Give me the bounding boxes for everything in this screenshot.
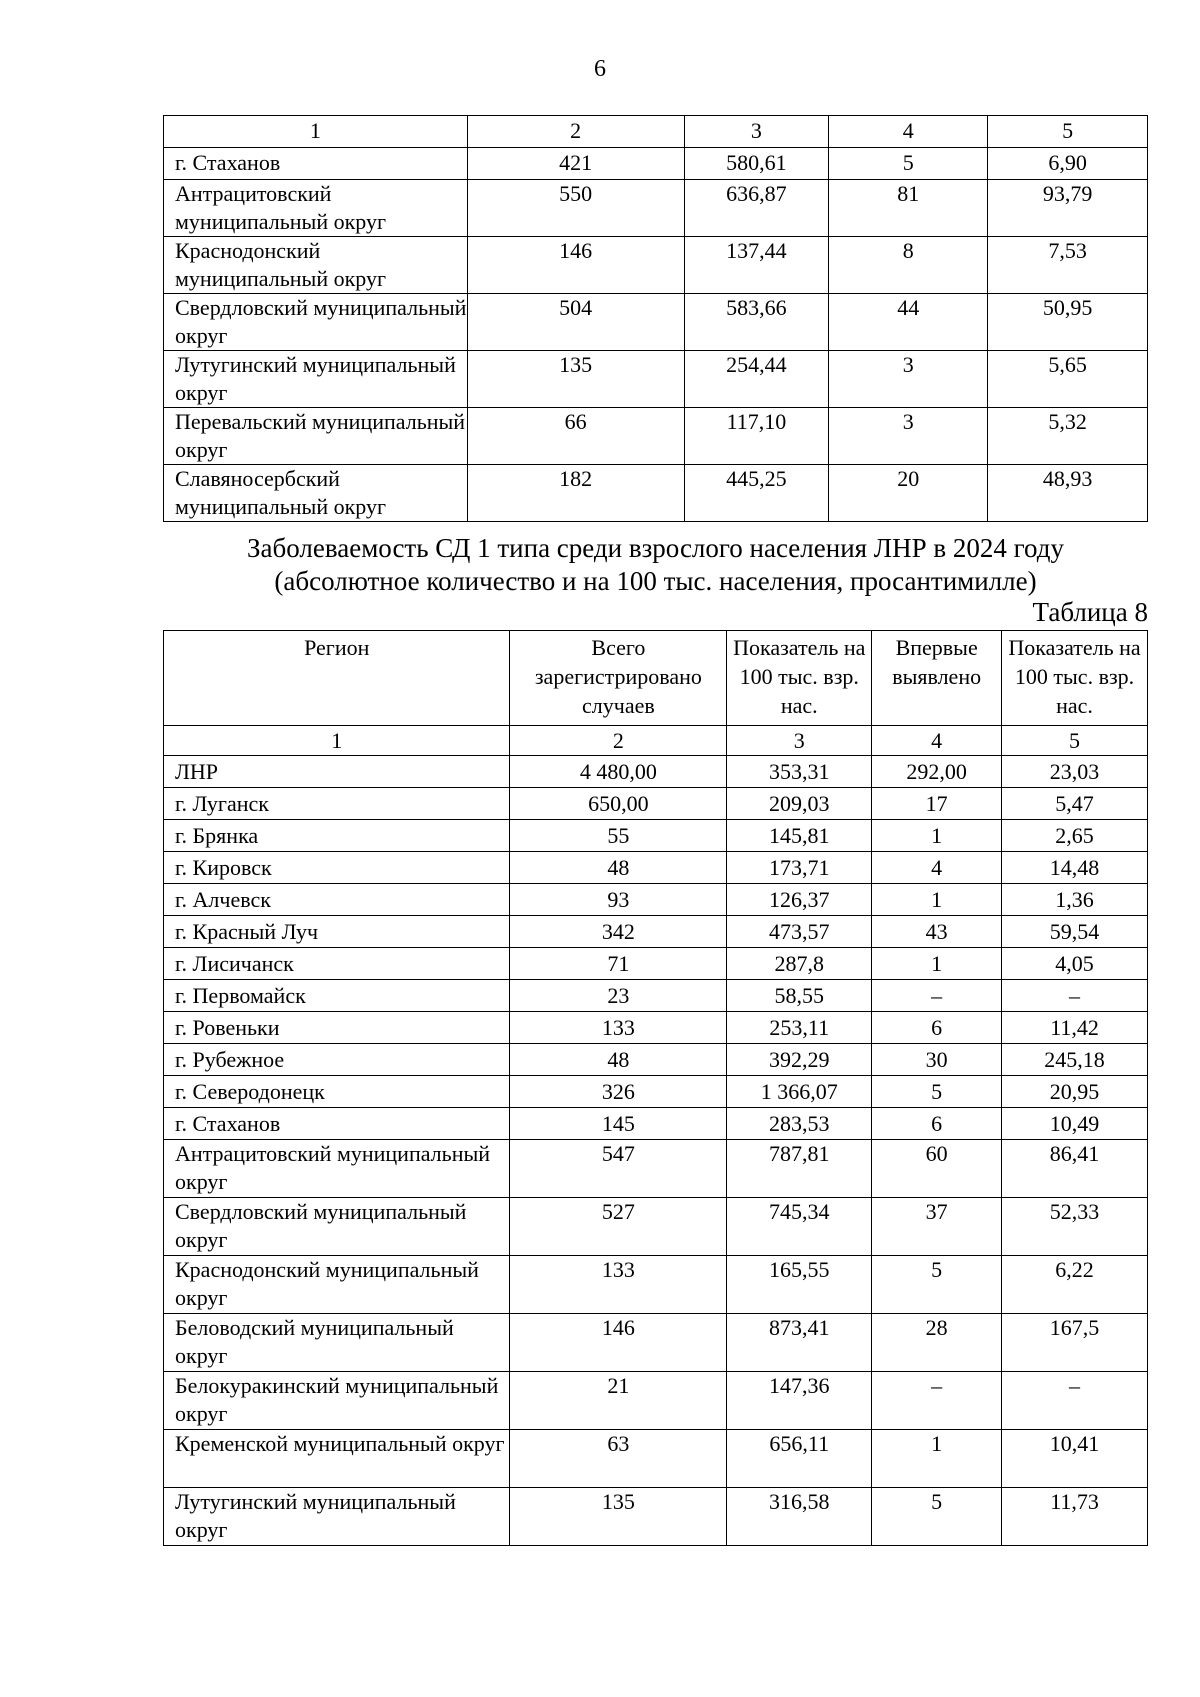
caption-line: Заболеваемость СД 1 типа среди взрослого населения ЛНР в 2024 году (246, 533, 1064, 563)
value-cell: 48 (510, 852, 727, 884)
value-cell: 86,41 (1002, 1140, 1148, 1198)
value-cell: 292,00 (872, 756, 1002, 788)
value-cell: 55 (510, 820, 727, 852)
value-cell: 5 (829, 148, 988, 180)
value-cell: 145 (510, 1108, 727, 1140)
value-cell: 50,95 (988, 294, 1148, 351)
value-cell: 63 (510, 1430, 727, 1488)
region-cell: г. Кировск (164, 852, 510, 884)
value-cell: 137,44 (684, 237, 829, 294)
table-row (164, 1488, 1148, 1546)
value-cell: 1 (872, 948, 1002, 980)
value-cell: 58,55 (727, 980, 872, 1012)
value-cell: 527 (510, 1198, 727, 1256)
value-cell: 1 (872, 820, 1002, 852)
value-cell: 473,57 (727, 916, 872, 948)
region-cell: Беловодский муниципальный округ (164, 1314, 510, 1372)
value-cell: 5 (872, 1256, 1002, 1314)
region-cell: Краснодонский муниципальный округ (164, 1256, 510, 1314)
value-cell: – (1002, 1372, 1148, 1430)
value-cell: 316,58 (727, 1488, 872, 1546)
value-cell: 93,79 (988, 180, 1148, 237)
table-row (164, 1076, 1148, 1108)
column-number: 3 (727, 726, 872, 756)
table-row (164, 756, 1148, 788)
table-row (164, 1372, 1148, 1430)
value-cell: 146 (467, 237, 684, 294)
column-number: 3 (684, 116, 829, 148)
region-cell: г. Алчевск (164, 884, 510, 916)
page-number: 6 (594, 56, 606, 82)
value-cell: 14,48 (1002, 852, 1148, 884)
region-cell: Антрацитовский муниципальный округ (164, 180, 468, 237)
value-cell: 2,65 (1002, 820, 1148, 852)
region-cell: ЛНР (164, 756, 510, 788)
value-cell: 656,11 (727, 1430, 872, 1488)
region-cell: Кременской муниципальный округ (164, 1430, 510, 1488)
value-cell: 135 (467, 351, 684, 408)
region-cell: Славяносербский муниципальный округ (164, 465, 468, 522)
table-row (164, 237, 1148, 294)
value-cell: 23,03 (1002, 756, 1148, 788)
value-cell: – (872, 980, 1002, 1012)
region-cell: Антрацитовский муниципальный округ (164, 1140, 510, 1198)
value-cell: 145,81 (727, 820, 872, 852)
region-cell: Краснодонский муниципальный округ (164, 237, 468, 294)
value-cell: 353,31 (727, 756, 872, 788)
value-cell: 583,66 (684, 294, 829, 351)
header-row (164, 631, 1148, 726)
value-cell: 30 (872, 1044, 1002, 1076)
value-cell: 167,5 (1002, 1314, 1148, 1372)
table-row (164, 916, 1148, 948)
table-row (164, 1314, 1148, 1372)
column-number: 4 (829, 116, 988, 148)
table-row (164, 980, 1148, 1012)
value-cell: 254,44 (684, 351, 829, 408)
value-cell: 52,33 (1002, 1198, 1148, 1256)
header-region: Регион (164, 631, 510, 726)
continued-table (163, 115, 1148, 522)
value-cell: 342 (510, 916, 727, 948)
region-cell: Перевальский муниципальный округ (164, 408, 468, 465)
value-cell: 117,10 (684, 408, 829, 465)
value-cell: 10,41 (1002, 1430, 1148, 1488)
value-cell: 873,41 (727, 1314, 872, 1372)
region-cell: Белокуракинский муниципальный округ (164, 1372, 510, 1430)
header-rate-new: Показатель на 100 тыс. взр. нас. (1002, 631, 1148, 726)
region-cell: г. Северодонецк (164, 1076, 510, 1108)
table-row (164, 1108, 1148, 1140)
value-cell: 445,25 (684, 465, 829, 522)
value-cell: 5 (872, 1488, 1002, 1546)
value-cell: 421 (467, 148, 684, 180)
column-number: 1 (164, 116, 468, 148)
value-cell: 133 (510, 1256, 727, 1314)
region-cell: г. Стаханов (164, 148, 468, 180)
value-cell: 11,42 (1002, 1012, 1148, 1044)
value-cell: 20 (829, 465, 988, 522)
region-cell: г. Красный Луч (164, 916, 510, 948)
caption-line: (абсолютное количество и на 100 тыс. населения, просантимилле) (274, 566, 1037, 596)
region-cell: г. Лисичанск (164, 948, 510, 980)
value-cell: 6 (872, 1012, 1002, 1044)
value-cell: 245,18 (1002, 1044, 1148, 1076)
table-row (164, 294, 1148, 351)
value-cell: 7,53 (988, 237, 1148, 294)
table-caption (163, 532, 1148, 598)
table-row (164, 465, 1148, 522)
value-cell: 209,03 (727, 788, 872, 820)
value-cell: 59,54 (1002, 916, 1148, 948)
region-cell: Свердловский муниципальный округ (164, 1198, 510, 1256)
region-cell: г. Ровеньки (164, 1012, 510, 1044)
value-cell: 6,22 (1002, 1256, 1148, 1314)
column-number-row (164, 116, 1148, 148)
region-cell: Лутугинский муниципальный округ (164, 1488, 510, 1546)
value-cell: 287,8 (727, 948, 872, 980)
value-cell: 636,87 (684, 180, 829, 237)
value-cell: 135 (510, 1488, 727, 1546)
value-cell: 173,71 (727, 852, 872, 884)
value-cell: 6 (872, 1108, 1002, 1140)
value-cell: 1 (872, 1430, 1002, 1488)
table-row (164, 1044, 1148, 1076)
value-cell: 71 (510, 948, 727, 980)
table-row (164, 788, 1148, 820)
value-cell: 4 480,00 (510, 756, 727, 788)
table-label: Таблица 8 (1032, 597, 1148, 627)
value-cell: 580,61 (684, 148, 829, 180)
value-cell: 745,34 (727, 1198, 872, 1256)
column-number: 5 (988, 116, 1148, 148)
region-cell: г. Стаханов (164, 1108, 510, 1140)
value-cell: 1,36 (1002, 884, 1148, 916)
value-cell: 81 (829, 180, 988, 237)
value-cell: 4,05 (1002, 948, 1148, 980)
value-cell: 550 (467, 180, 684, 237)
header-total-cases: Всего зарегистрировано случаев (510, 631, 727, 726)
region-cell: г. Первомайск (164, 980, 510, 1012)
column-number: 5 (1002, 726, 1148, 756)
value-cell: 147,36 (727, 1372, 872, 1430)
value-cell: 44 (829, 294, 988, 351)
value-cell: 11,73 (1002, 1488, 1148, 1546)
value-cell: 93 (510, 884, 727, 916)
table-row (164, 948, 1148, 980)
header-new-cases: Впервые выявлено (872, 631, 1002, 726)
table-row (164, 820, 1148, 852)
value-cell: 48,93 (988, 465, 1148, 522)
value-cell: 165,55 (727, 1256, 872, 1314)
value-cell: 547 (510, 1140, 727, 1198)
header-rate-total: Показатель на 100 тыс. взр. нас. (727, 631, 872, 726)
value-cell: 48 (510, 1044, 727, 1076)
value-cell: 6,90 (988, 148, 1148, 180)
value-cell: 43 (872, 916, 1002, 948)
value-cell: 17 (872, 788, 1002, 820)
value-cell: 37 (872, 1198, 1002, 1256)
column-number: 1 (164, 726, 510, 756)
value-cell: 146 (510, 1314, 727, 1372)
table-row (164, 1012, 1148, 1044)
value-cell: 1 366,07 (727, 1076, 872, 1108)
value-cell: 650,00 (510, 788, 727, 820)
value-cell: 60 (872, 1140, 1002, 1198)
value-cell: – (1002, 980, 1148, 1012)
table-row (164, 148, 1148, 180)
table-row (164, 1140, 1148, 1198)
table-row (164, 852, 1148, 884)
value-cell: 504 (467, 294, 684, 351)
value-cell: 23 (510, 980, 727, 1012)
region-cell: г. Рубежное (164, 1044, 510, 1076)
value-cell: 5,47 (1002, 788, 1148, 820)
region-cell: Лутугинский муниципальный округ (164, 351, 468, 408)
value-cell: 5,32 (988, 408, 1148, 465)
value-cell: 28 (872, 1314, 1002, 1372)
value-cell: 20,95 (1002, 1076, 1148, 1108)
value-cell: 66 (467, 408, 684, 465)
value-cell: 8 (829, 237, 988, 294)
value-cell: 133 (510, 1012, 727, 1044)
value-cell: 253,11 (727, 1012, 872, 1044)
table-row (164, 1198, 1148, 1256)
region-cell: г. Брянка (164, 820, 510, 852)
value-cell: 10,49 (1002, 1108, 1148, 1140)
column-number: 2 (467, 116, 684, 148)
value-cell: 787,81 (727, 1140, 872, 1198)
value-cell: 4 (872, 852, 1002, 884)
table-8 (163, 630, 1148, 1546)
value-cell: 3 (829, 351, 988, 408)
value-cell: 3 (829, 408, 988, 465)
value-cell: 5 (872, 1076, 1002, 1108)
value-cell: 1 (872, 884, 1002, 916)
value-cell: 126,37 (727, 884, 872, 916)
value-cell: – (872, 1372, 1002, 1430)
table-row (164, 408, 1148, 465)
value-cell: 21 (510, 1372, 727, 1430)
region-cell: Свердловский муниципальный округ (164, 294, 468, 351)
column-number: 2 (510, 726, 727, 756)
table-row (164, 884, 1148, 916)
column-number-row (164, 726, 1148, 756)
value-cell: 5,65 (988, 351, 1148, 408)
value-cell: 182 (467, 465, 684, 522)
table-row (164, 1430, 1148, 1488)
table-row (164, 180, 1148, 237)
column-number: 4 (872, 726, 1002, 756)
region-cell: г. Луганск (164, 788, 510, 820)
value-cell: 283,53 (727, 1108, 872, 1140)
value-cell: 392,29 (727, 1044, 872, 1076)
table-row (164, 1256, 1148, 1314)
table-row (164, 351, 1148, 408)
value-cell: 326 (510, 1076, 727, 1108)
